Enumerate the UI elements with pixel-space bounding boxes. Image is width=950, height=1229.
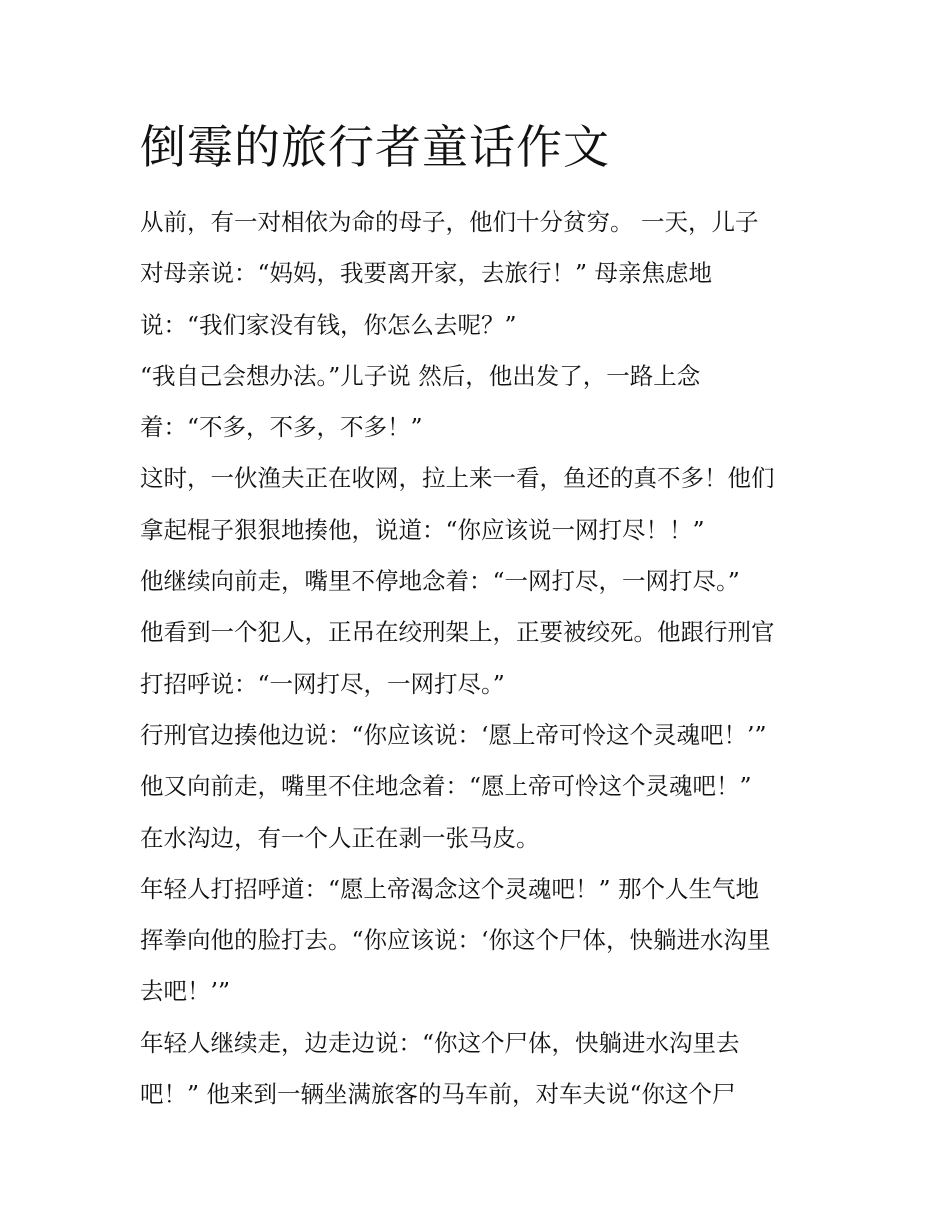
text-line: 行刑官边揍他边说：“你应该说：‘愿上帝可怜这个灵魂吧！’” — [140, 720, 767, 749]
text-line: 他又向前走，嘴里不住地念着：“愿上帝可怜这个灵魂吧！” — [140, 772, 752, 801]
text-line: 说：“我们家没有钱，你怎么去呢？” — [140, 310, 517, 339]
text-line: 拿起棍子狠狠地揍他，说道：“你应该说一网打尽！！” — [140, 515, 705, 544]
text-line: 吧！” 他来到一辆坐满旅客的马车前，对车夫说“你这个尸 — [140, 1080, 736, 1109]
text-line: 去吧！’” — [140, 977, 230, 1006]
text-line: 打招呼说：“一网打尽，一网打尽。” — [140, 669, 505, 698]
text-line: 这时，一伙渔夫正在收网，拉上来一看，鱼还的真不多！他们 — [140, 464, 775, 493]
document-title: 倒霉的旅行者童话作文 — [140, 120, 610, 174]
text-line: 年轻人打招呼道：“愿上帝渴念这个灵魂吧！” 那个人生气地 — [140, 874, 759, 903]
text-line: 着：“不多，不多，不多！” — [140, 413, 423, 442]
text-line: “我自己会想办法。”儿子说 然后，他出发了，一路上念 — [140, 361, 701, 390]
document-body — [140, 201, 830, 1124]
text-line: 挥拳向他的脸打去。“你应该说：‘你这个尸体，快躺进水沟里 — [140, 926, 771, 955]
text-line: 他看到一个犯人，正吊在绞刑架上，正要被绞死。他跟行刑官 — [140, 618, 775, 647]
text-line: 对母亲说：“妈妈，我要离开家，去旅行！” 母亲焦虑地 — [140, 259, 712, 288]
text-line: 从前，有一对相依为命的母子，他们十分贫穷。 一天，儿子 — [140, 208, 759, 236]
text-line: 年轻人继续走，边走边说：“你这个尸体，快躺进水沟里去 — [140, 1028, 740, 1057]
text-line: 他继续向前走，嘴里不停地念着：“一网打尽，一网打尽。” — [140, 567, 740, 596]
text-line: 在水沟边，有一个人正在剥一张马皮。 — [140, 823, 540, 852]
